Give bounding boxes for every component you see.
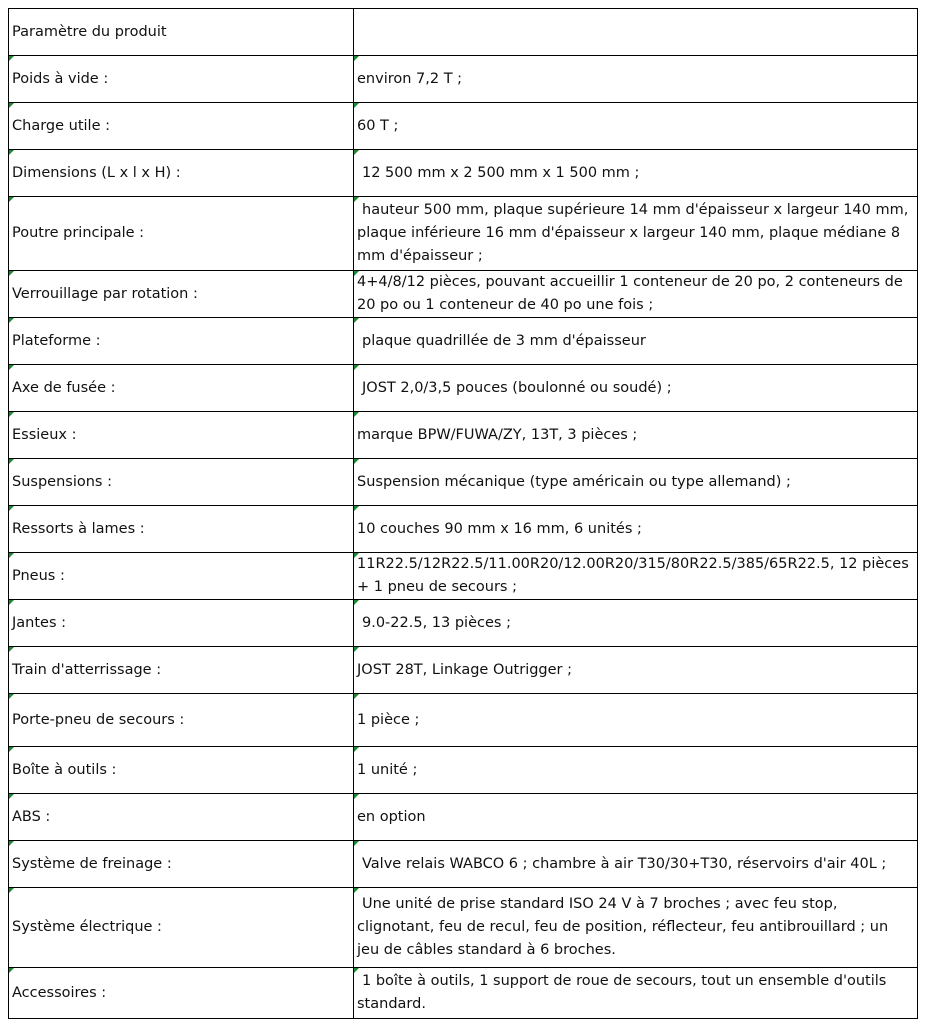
row-label: Charge utile : <box>9 103 354 150</box>
row-value: 11R22.5/12R22.5/11.00R20/12.00R20/315/80R22.5/385/65R22.5, 12 pièces + 1 pneu de secours ; <box>354 553 918 600</box>
table-row <box>9 694 918 747</box>
row-value: 60 T ; <box>354 103 918 150</box>
row-label: Boîte à outils : <box>9 747 354 794</box>
row-value: en option <box>354 794 918 841</box>
row-label: Accessoires : <box>9 968 354 1019</box>
table-row <box>9 150 918 197</box>
table-row <box>9 888 918 968</box>
row-label: Poutre principale : <box>9 197 354 271</box>
row-label: Dimensions (L x l x H) : <box>9 150 354 197</box>
table-row <box>9 318 918 365</box>
row-value: 1 pièce ; <box>354 694 918 747</box>
row-label: Suspensions : <box>9 459 354 506</box>
table-row <box>9 600 918 647</box>
header-value <box>354 9 918 56</box>
row-value: 1 unité ; <box>354 747 918 794</box>
header-label: Paramètre du produit <box>9 9 354 56</box>
row-label: ABS : <box>9 794 354 841</box>
table-row <box>9 459 918 506</box>
row-label: Ressorts à lames : <box>9 506 354 553</box>
table-row <box>9 794 918 841</box>
table-row <box>9 747 918 794</box>
row-value: Valve relais WABCO 6 ; chambre à air T30/30+T30, réservoirs d'air 40L ; <box>354 841 918 888</box>
row-label: Porte-pneu de secours : <box>9 694 354 747</box>
row-value: marque BPW/FUWA/ZY, 13T, 3 pièces ; <box>354 412 918 459</box>
row-value: 12 500 mm x 2 500 mm x 1 500 mm ; <box>354 150 918 197</box>
row-label: Axe de fusée : <box>9 365 354 412</box>
row-value: 1 boîte à outils, 1 support de roue de secours, tout un ensemble d'outils standard. <box>354 968 918 1019</box>
row-value: Suspension mécanique (type américain ou type allemand) ; <box>354 459 918 506</box>
row-label: Verrouillage par rotation : <box>9 271 354 318</box>
table-row <box>9 365 918 412</box>
row-label: Jantes : <box>9 600 354 647</box>
table-row <box>9 412 918 459</box>
row-label: Train d'atterrissage : <box>9 647 354 694</box>
table-row <box>9 271 918 318</box>
table-row <box>9 968 918 1019</box>
row-label: Pneus : <box>9 553 354 600</box>
row-label: Poids à vide : <box>9 56 354 103</box>
table-row <box>9 197 918 271</box>
product-parameter-table <box>8 8 918 1019</box>
table-row <box>9 56 918 103</box>
table-row <box>9 553 918 600</box>
row-value: 9.0-22.5, 13 pièces ; <box>354 600 918 647</box>
row-label: Plateforme : <box>9 318 354 365</box>
row-value: JOST 2,0/3,5 pouces (boulonné ou soudé) ; <box>354 365 918 412</box>
row-value: JOST 28T, Linkage Outrigger ; <box>354 647 918 694</box>
table-row <box>9 647 918 694</box>
table-row <box>9 841 918 888</box>
row-label: Système électrique : <box>9 888 354 968</box>
row-value: plaque quadrillée de 3 mm d'épaisseur <box>354 318 918 365</box>
table-row <box>9 103 918 150</box>
row-label: Essieux : <box>9 412 354 459</box>
row-value: 4+4/8/12 pièces, pouvant accueillir 1 conteneur de 20 po, 2 conteneurs de 20 po ou 1 conteneur de 40 po une fois ; <box>354 271 918 318</box>
row-value: Une unité de prise standard ISO 24 V à 7 broches ; avec feu stop, clignotant, feu de recul, feu de position, réflecteur, feu antibrouillard ; un jeu de câbles standard à 6 broches. <box>354 888 918 968</box>
row-value: 10 couches 90 mm x 16 mm, 6 unités ; <box>354 506 918 553</box>
table-row <box>9 506 918 553</box>
row-value: environ 7,2 T ; <box>354 56 918 103</box>
row-label: Système de freinage : <box>9 841 354 888</box>
table-header-row <box>9 9 918 56</box>
row-value: hauteur 500 mm, plaque supérieure 14 mm d'épaisseur x largeur 140 mm, plaque inférieure 16 mm d'épaisseur x largeur 140 mm, plaque médiane 8 mm d'épaisseur ; <box>354 197 918 271</box>
